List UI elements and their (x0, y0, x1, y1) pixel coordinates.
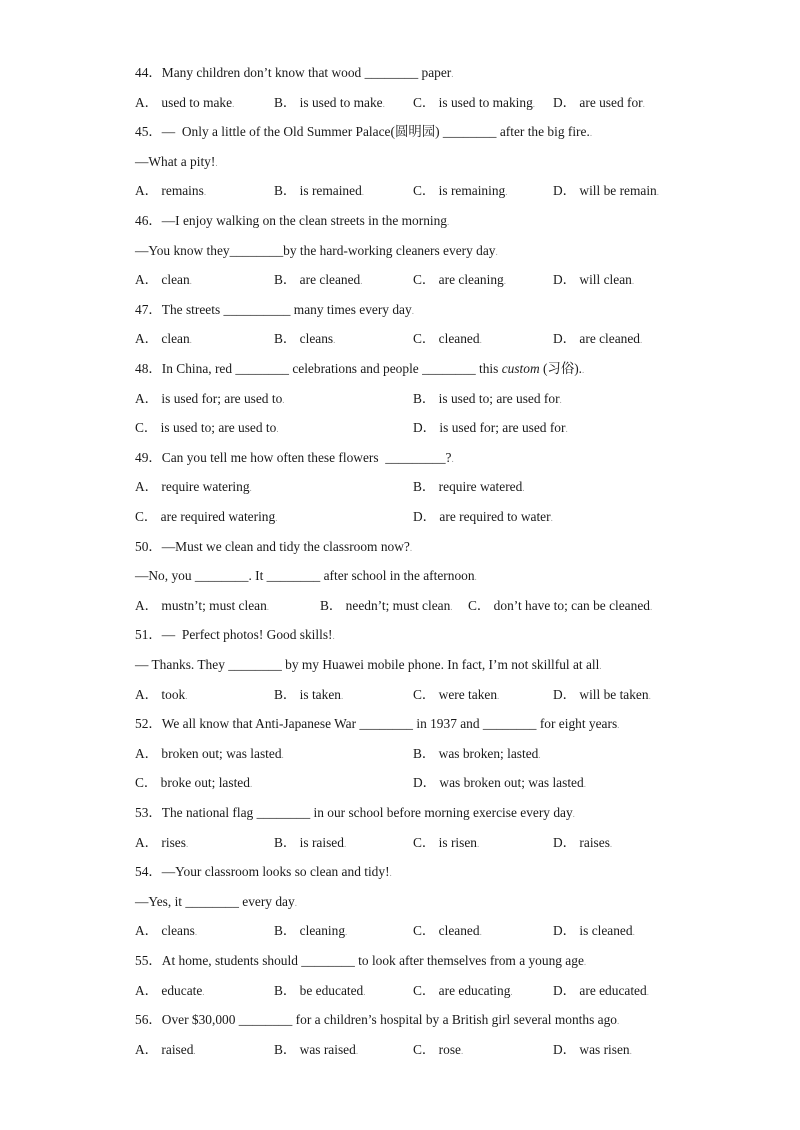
option-text: are educating (435, 982, 511, 998)
answer-option[interactable] (413, 922, 482, 941)
option-letter: B． (413, 745, 436, 761)
option-text: are required to water (436, 509, 551, 524)
question-stem (135, 1011, 619, 1030)
format-mark: . (355, 1045, 359, 1056)
format-mark: . (189, 276, 192, 287)
format-mark: . (294, 897, 297, 908)
answer-option[interactable] (135, 271, 192, 290)
option-letter: D． (553, 1041, 577, 1057)
option-letter: D． (413, 420, 437, 436)
format-mark: . (203, 187, 207, 198)
question-stem (135, 123, 592, 142)
format-mark: . (382, 98, 385, 109)
answer-option[interactable] (320, 597, 453, 616)
question-number: 45． (135, 124, 162, 140)
answer-option[interactable] (135, 922, 197, 941)
dialogue-line (135, 567, 477, 586)
answer-option[interactable] (135, 686, 187, 705)
option-text: raises (576, 834, 610, 850)
option-text: don’t have to; can be cleaned (490, 597, 650, 613)
format-mark: . (629, 1045, 632, 1056)
option-text: are cleaning (435, 272, 504, 288)
format-mark: . (360, 276, 363, 287)
answer-option[interactable] (135, 1041, 196, 1060)
option-letter: C． (413, 982, 436, 998)
option-letter: B． (274, 94, 297, 110)
option-text: will clean (576, 272, 632, 288)
question-text: Can you tell me how often these flowers _________? (161, 449, 452, 465)
question-text: The streets __________ many times every day (161, 301, 412, 317)
format-mark: . (632, 927, 635, 938)
answer-option[interactable] (413, 271, 506, 290)
option-text: is cleaned (576, 923, 633, 939)
question-text: (习俗). (539, 361, 583, 376)
option-letter: C． (135, 509, 158, 524)
format-mark: . (249, 483, 252, 494)
answer-option[interactable] (413, 94, 535, 113)
option-text: were taken (435, 686, 498, 702)
answer-option[interactable] (413, 1041, 463, 1060)
question-text: The national flag ________ in our school before morning exercise every day (161, 805, 573, 820)
format-mark: . (649, 601, 653, 612)
answer-option[interactable] (553, 182, 659, 201)
format-mark: . (476, 838, 480, 849)
answer-option[interactable] (413, 390, 562, 409)
format-mark: . (583, 779, 586, 790)
option-letter: C． (413, 1041, 436, 1057)
option-letter: D． (553, 834, 577, 850)
format-mark: . (510, 986, 513, 997)
question-number: 46． (135, 213, 162, 228)
option-letter: A． (135, 272, 159, 288)
option-letter: B． (413, 479, 436, 495)
answer-option[interactable] (413, 982, 513, 1001)
answer-option[interactable] (274, 686, 343, 705)
format-mark: . (389, 868, 392, 879)
question-stem (135, 715, 619, 734)
answer-option[interactable] (135, 330, 192, 349)
option-letter: D． (553, 94, 577, 110)
option-text: was broken; lasted (435, 745, 539, 761)
option-letter: A． (135, 479, 159, 495)
question-number: 53． (135, 805, 162, 820)
question-stem (135, 212, 449, 231)
format-mark: . (185, 690, 188, 701)
option-text: used to make (158, 94, 233, 110)
option-text: is used for; are used to (158, 390, 283, 406)
option-letter: A． (135, 94, 159, 110)
format-mark: . (281, 749, 284, 760)
option-letter: C． (413, 94, 436, 110)
dialogue-line (135, 242, 498, 261)
option-letter: B． (274, 183, 297, 199)
option-text: cleans (296, 331, 334, 347)
option-text: is raised (296, 834, 344, 850)
format-mark: . (193, 1045, 196, 1056)
option-letter: A． (135, 834, 159, 850)
answer-option[interactable] (274, 922, 347, 941)
format-mark: . (447, 217, 450, 227)
answer-option[interactable] (553, 834, 612, 853)
dialogue-line (135, 656, 602, 675)
format-mark: . (589, 128, 593, 139)
option-letter: A． (135, 1041, 159, 1057)
format-mark: . (363, 986, 366, 997)
question-stem (135, 360, 584, 379)
option-letter: C． (468, 597, 491, 613)
option-text: is risen (435, 834, 477, 850)
format-mark: . (332, 631, 335, 642)
option-letter: A． (135, 923, 159, 939)
option-letter: D． (553, 982, 577, 998)
format-mark: . (582, 365, 585, 375)
option-letter: D． (553, 183, 577, 199)
option-text: clean (158, 331, 190, 347)
option-letter: C． (413, 834, 436, 850)
option-letter: B． (274, 834, 297, 850)
format-mark: . (648, 690, 651, 701)
answer-option[interactable] (135, 774, 252, 793)
format-mark: . (642, 98, 645, 109)
dialogue-line (135, 153, 218, 172)
question-text: —Must we clean and tidy the classroom now? (161, 538, 410, 554)
option-text: took (158, 686, 186, 702)
answer-option[interactable] (553, 982, 649, 1001)
option-text: cleaning (296, 923, 346, 939)
format-mark: . (559, 394, 562, 405)
question-text: —Yes, it ________ every day (135, 893, 295, 909)
format-mark: . (343, 838, 347, 849)
question-text: Many children don’t know that wood ________ paper (161, 65, 452, 80)
answer-option[interactable] (413, 686, 499, 705)
format-mark: . (282, 394, 285, 405)
format-mark: . (479, 335, 482, 346)
format-mark: . (276, 424, 279, 435)
answer-option[interactable] (413, 834, 479, 853)
format-mark: . (656, 187, 660, 198)
answer-option[interactable] (413, 745, 541, 764)
format-mark: . (640, 335, 643, 346)
option-text: are cleaned (576, 331, 640, 347)
question-stem (135, 626, 335, 645)
format-mark: . (565, 424, 568, 435)
option-text: is used to make (296, 94, 383, 110)
format-mark: . (532, 98, 536, 109)
format-mark: . (451, 453, 454, 464)
format-mark: . (215, 157, 218, 168)
option-letter: B． (274, 982, 297, 998)
format-mark: . (474, 572, 477, 583)
question-number: 48． (135, 361, 162, 376)
question-number: 56． (135, 1012, 162, 1028)
question-number: 52． (135, 716, 162, 732)
option-letter: D． (553, 272, 577, 288)
format-mark: . (599, 661, 602, 671)
question-text: —No, you ________. It ________ after school in the afternoon (135, 568, 475, 584)
question-text: Over $30,000 ________ for a children’s hospital by a British girl several months ago (161, 1012, 617, 1028)
format-mark: . (572, 809, 575, 819)
option-text: is used to; are used to (157, 420, 277, 436)
answer-option[interactable] (135, 745, 284, 764)
answer-option[interactable] (413, 508, 553, 527)
dialogue-line (135, 893, 297, 912)
question-stem (135, 538, 412, 557)
option-text: rises (158, 834, 186, 850)
option-text: was broken out; was lasted (436, 775, 584, 791)
option-text: is used to; are used for (435, 390, 560, 406)
option-letter: A． (135, 390, 159, 406)
option-text: was raised (296, 1041, 356, 1057)
question-stem (135, 952, 586, 971)
option-letter: C． (135, 775, 158, 791)
question-number: 54． (135, 864, 162, 880)
answer-option[interactable] (413, 774, 586, 793)
format-mark: . (185, 838, 189, 849)
option-text: require watered (435, 479, 523, 495)
format-mark: . (461, 1045, 464, 1056)
option-text: cleans (158, 923, 195, 939)
answer-option[interactable] (553, 330, 642, 349)
option-letter: B． (274, 272, 297, 288)
option-text: are required watering (157, 509, 276, 524)
question-stem (135, 64, 454, 83)
format-mark: . (333, 335, 336, 346)
answer-option[interactable] (135, 182, 206, 201)
format-mark: . (522, 483, 525, 494)
format-mark: . (450, 601, 453, 612)
option-text: are cleaned (296, 272, 361, 288)
option-letter: B． (274, 923, 297, 939)
format-mark: . (232, 98, 235, 109)
option-text: are used for (576, 94, 643, 110)
question-text: — Only a little of the Old Summer Palace(圆明园) ________ after the big fire. (161, 124, 590, 140)
question-number: 44． (135, 65, 162, 80)
format-mark: . (503, 276, 506, 287)
option-letter: D． (413, 775, 437, 791)
option-letter: C． (413, 272, 436, 288)
answer-option[interactable] (274, 982, 366, 1001)
question-stem (135, 863, 392, 882)
question-number: 50． (135, 538, 162, 554)
option-text: broke out; lasted (157, 775, 250, 791)
option-letter: B． (274, 686, 297, 702)
answer-option[interactable] (135, 508, 277, 527)
option-letter: B． (274, 331, 297, 347)
question-number: 47． (135, 301, 162, 317)
answer-option[interactable] (413, 182, 508, 201)
option-text: educate (158, 982, 203, 998)
answer-option[interactable] (553, 94, 645, 113)
format-mark: . (550, 513, 553, 523)
option-text: is used for; are used for (436, 420, 566, 436)
format-mark: . (583, 957, 587, 967)
answer-option[interactable] (274, 834, 346, 853)
format-mark: . (189, 335, 192, 346)
option-text: require watering (158, 479, 250, 495)
format-mark: . (505, 187, 508, 198)
question-stem (135, 449, 454, 468)
option-letter: A． (135, 745, 159, 761)
answer-option[interactable] (553, 922, 635, 941)
option-letter: C． (413, 331, 436, 347)
answer-option[interactable] (413, 419, 568, 438)
option-text: rose (435, 1041, 461, 1057)
emphasis-word: custom (501, 361, 540, 376)
option-letter: B． (413, 390, 436, 406)
option-text: is taken (296, 686, 341, 702)
answer-option[interactable] (135, 419, 279, 438)
option-text: will be remain (576, 183, 657, 199)
question-text: We all know that Anti-Japanese War ________ in 1937 and ________ for eight years (161, 716, 618, 732)
option-letter: C． (413, 183, 436, 199)
answer-option[interactable] (274, 271, 363, 290)
option-letter: D． (413, 509, 437, 524)
answer-option[interactable] (135, 94, 234, 113)
option-letter: B． (320, 597, 343, 613)
question-number: 49． (135, 449, 162, 465)
option-letter: D． (553, 331, 577, 347)
format-mark: . (340, 690, 344, 701)
answer-option[interactable] (135, 982, 205, 1001)
option-letter: A． (135, 597, 159, 613)
question-number: 55． (135, 953, 162, 968)
answer-option[interactable] (274, 1041, 358, 1060)
option-text: needn’t; must clean (342, 597, 451, 613)
format-mark: . (646, 986, 649, 997)
option-text: remains (158, 183, 204, 199)
format-mark: . (451, 69, 454, 79)
option-text: mustn’t; must clean (158, 597, 267, 613)
option-text: will be taken (576, 686, 649, 702)
format-mark: . (609, 838, 613, 849)
format-mark: . (495, 246, 498, 257)
option-letter: D． (553, 686, 577, 702)
format-mark: . (411, 305, 414, 316)
answer-option[interactable] (135, 478, 252, 497)
answer-option[interactable] (135, 597, 269, 616)
format-mark: . (617, 720, 620, 731)
format-mark: . (631, 276, 635, 287)
option-text: is remained (296, 183, 362, 199)
answer-option[interactable] (468, 597, 652, 616)
question-text: — Perfect photos! Good skills! (161, 627, 333, 643)
option-text: are educated (576, 982, 647, 998)
format-mark: . (249, 779, 253, 790)
answer-option[interactable] (413, 478, 525, 497)
answer-option[interactable] (553, 686, 651, 705)
format-mark: . (275, 513, 278, 523)
format-mark: . (202, 986, 205, 997)
option-text: cleaned (435, 923, 480, 939)
answer-option[interactable] (413, 330, 482, 349)
format-mark: . (497, 690, 500, 701)
format-mark: . (616, 1016, 620, 1027)
format-mark: . (266, 601, 270, 612)
option-letter: A． (135, 183, 159, 199)
format-mark: . (409, 542, 413, 553)
question-text: —I enjoy walking on the clean streets in the morning (161, 213, 448, 228)
format-mark: . (345, 927, 348, 938)
answer-option[interactable] (135, 834, 188, 853)
question-text: —You know they________by the hard-working cleaners every day (135, 242, 496, 258)
question-stem (135, 804, 575, 823)
option-letter: A． (135, 331, 159, 347)
answer-option[interactable] (553, 1041, 632, 1060)
format-mark: . (361, 187, 365, 198)
option-text: cleaned (435, 331, 480, 347)
question-number: 51． (135, 627, 162, 643)
question-text: At home, students should ________ to look after themselves from a young age (161, 953, 584, 968)
option-text: is used to making (435, 94, 533, 110)
format-mark: . (538, 749, 541, 760)
question-text: —What a pity! (135, 153, 216, 169)
question-text: — Thanks. They ________ by my Huawei mobile phone. In fact, I’m not skillful at all (135, 657, 600, 672)
format-mark: . (194, 927, 198, 938)
option-text: raised (158, 1041, 194, 1057)
format-mark: . (479, 927, 482, 938)
option-text: be educated (296, 982, 364, 998)
option-text: clean (158, 272, 190, 288)
question-text: In China, red ________ celebrations and people ________ this (161, 361, 502, 376)
answer-option[interactable] (274, 330, 335, 349)
answer-option[interactable] (135, 390, 285, 409)
option-letter: D． (553, 923, 577, 939)
answer-option[interactable] (553, 271, 634, 290)
option-letter: A． (135, 686, 159, 702)
option-text: is remaining (435, 183, 506, 199)
option-text: broken out; was lasted (158, 745, 282, 761)
question-stem (135, 301, 414, 320)
option-letter: B． (274, 1041, 297, 1057)
answer-option[interactable] (274, 94, 385, 113)
option-letter: C． (413, 923, 436, 939)
option-letter: C． (413, 686, 436, 702)
answer-option[interactable] (274, 182, 364, 201)
option-letter: A． (135, 982, 159, 998)
question-text: —Your classroom looks so clean and tidy! (161, 864, 390, 880)
option-letter: C． (135, 420, 158, 436)
option-text: was risen (576, 1041, 630, 1057)
